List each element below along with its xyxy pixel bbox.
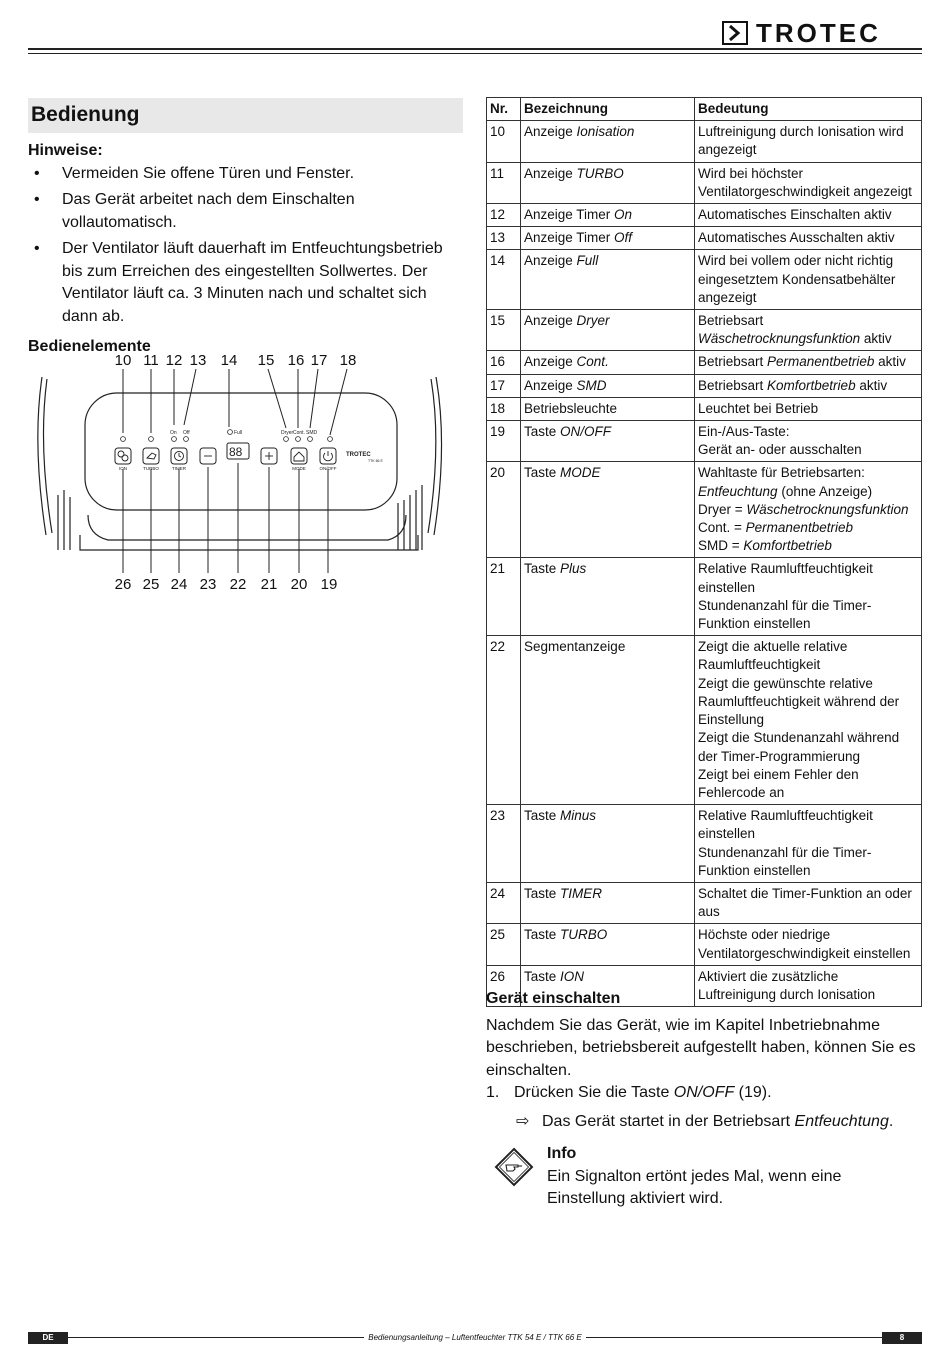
cell-meaning: [695, 227, 922, 250]
power-on-section: [486, 988, 922, 1133]
table-row: [487, 924, 922, 965]
callout-number: 12: [165, 352, 183, 369]
trotec-logo: [722, 19, 881, 47]
cell-name-emphasis: Cont.: [576, 354, 609, 370]
table-row: [487, 558, 922, 636]
timer-label: TIMER: [172, 466, 186, 471]
callout-number: 19: [320, 576, 338, 593]
table-row: [487, 351, 922, 374]
cell-name-text: Taste: [524, 465, 561, 481]
cell-meaning-text: Wird bei vollem oder nicht richtig eingesetztem Kondensatbehälter angezeigt: [698, 253, 896, 305]
cell-meaning: [695, 250, 922, 310]
cell-name-text: Anzeige: [524, 313, 577, 329]
cell-meaning-text: Cont. =: [698, 520, 746, 536]
bullet-icon: •: [34, 240, 40, 257]
cell-name: [521, 882, 695, 923]
cell-meaning-text: Betriebsart: [698, 377, 768, 393]
cell-name-text: Anzeige Timer: [524, 207, 615, 223]
table-header-row: [487, 98, 922, 121]
cell-nr: 12: [487, 204, 521, 227]
cell-name-text: Anzeige: [524, 354, 577, 370]
cell-nr: 19: [487, 421, 521, 462]
callout-number: 11: [143, 352, 159, 369]
cell-meaning-text: Gerät an- oder ausschalten: [698, 442, 862, 458]
note-text: Vermeiden Sie offene Türen und Fenster.: [62, 164, 355, 182]
table-row: [487, 421, 922, 462]
cell-name: [521, 351, 695, 374]
step-number: 1.: [486, 1084, 500, 1101]
callout-number: 10: [114, 352, 132, 369]
cell-meaning-text: Relative Raumluftfeuchtigkeit einstellen: [698, 561, 873, 595]
table-row: [487, 310, 922, 351]
cell-name-text: Anzeige Timer: [524, 230, 615, 246]
notes-block: [28, 140, 463, 359]
result-text-pre: Das Gerät startet in der Betriebsart: [542, 1112, 795, 1130]
cell-name: [521, 204, 695, 227]
callout-number: 24: [170, 576, 188, 593]
page-number: 8: [882, 1332, 922, 1344]
onoff-label: ON/OFF: [319, 466, 337, 471]
cell-name-text: Taste: [524, 561, 561, 577]
cell-name-text: Betriebsleuchte: [524, 400, 618, 416]
column-header-nr: Nr.: [487, 98, 521, 121]
cell-meaning-text: Stundenanzahl für die Timer-Funktion einstellen: [698, 597, 872, 632]
cell-name-text: Taste: [524, 968, 561, 984]
list-item: [28, 238, 463, 328]
cell-nr: 26: [487, 965, 521, 1006]
callout-number: 15: [257, 352, 275, 369]
notes-list: [28, 163, 463, 329]
power-on-intro: Nachdem Sie das Gerät, wie im Kapitel Inbetriebnahme beschrieben, betriebsbereit aufgestellt haben, können Sie es einschalten.: [486, 1016, 916, 1079]
cell-meaning-text: aktiv: [855, 377, 888, 393]
cell-nr: 15: [487, 310, 521, 351]
callout-number: 17: [310, 352, 328, 369]
cell-name: [521, 162, 695, 203]
page-footer: [28, 1332, 922, 1344]
cell-name-text: Anzeige: [524, 124, 577, 140]
controls-table: [486, 97, 922, 1007]
info-title: Info: [547, 1145, 577, 1162]
callout-number: 14: [220, 352, 238, 369]
cell-nr: 22: [487, 636, 521, 805]
callout-number: 13: [189, 352, 207, 369]
table-row: [487, 121, 922, 162]
cell-nr: 16: [487, 351, 521, 374]
cell-meaning-text: Zeigt die gewünschte relative Raumluftfeuchtigkeit während der Einstellung: [698, 675, 900, 728]
cell-meaning-text: Permanentbetrieb: [767, 354, 875, 370]
cell-name: [521, 227, 695, 250]
cell-name-emphasis: ION: [560, 968, 585, 984]
cell-name: [521, 805, 695, 883]
cell-name-text: Anzeige: [524, 253, 577, 269]
cell-meaning: [695, 204, 922, 227]
cell-meaning-text: aktiv: [860, 331, 892, 347]
cell-name: [521, 121, 695, 162]
header-rule: [28, 48, 922, 50]
turbo-button: [143, 448, 159, 464]
cell-meaning-text: Zeigt bei einem Fehler den Fehlercode an: [698, 766, 859, 800]
column-header-name: Bezeichnung: [521, 98, 695, 121]
led-label-smd: SMD: [306, 430, 318, 436]
cell-name-text: Taste: [524, 927, 561, 943]
brand-name: TROTEC: [756, 18, 881, 48]
cell-meaning-text: Automatisches Ausschalten aktiv: [698, 230, 895, 246]
cell-name: [521, 558, 695, 636]
cell-nr: 25: [487, 924, 521, 965]
info-text: Ein Signalton ertönt jedes Mal, wenn eine Einstellung aktiviert wird.: [547, 1167, 842, 1207]
callout-number: 22: [229, 576, 247, 593]
cell-name: [521, 924, 695, 965]
cell-meaning-text: Komfortbetrieb: [743, 538, 832, 554]
cell-meaning-text: Wird bei höchster Ventilatorgeschwindigkeit angezeigt: [698, 165, 912, 199]
cell-name-emphasis: TURBO: [576, 165, 624, 181]
cell-meaning-text: Wäschetrocknungsfunktion: [698, 331, 861, 347]
cell-nr: 14: [487, 250, 521, 310]
cell-name-emphasis: SMD: [576, 377, 607, 393]
cell-meaning-text: Dryer =: [698, 501, 747, 517]
led-label-on: On: [170, 430, 177, 436]
cell-nr: 13: [487, 227, 521, 250]
bullet-icon: •: [34, 191, 40, 208]
cell-name-emphasis: Plus: [560, 561, 587, 577]
cell-name-emphasis: Dryer: [576, 313, 610, 329]
panel-brand: TROTEC: [346, 452, 371, 458]
cell-name-text: Taste: [524, 424, 561, 440]
cell-name: [521, 421, 695, 462]
cell-meaning-text: Stundenanzahl für die Timer-Funktion einstellen: [698, 844, 872, 878]
cell-meaning: [695, 636, 922, 805]
header-rule-thin: [28, 53, 922, 54]
callout-number: 21: [260, 576, 278, 593]
cell-meaning-text: Wäschetrocknungsfunktion: [746, 501, 909, 517]
cell-meaning-text: Zeigt die Stundenanzahl während der Timer-Programmierung: [698, 730, 900, 764]
result-text-mode: Entfeuchtung: [794, 1112, 889, 1130]
cell-nr: 11: [487, 162, 521, 203]
callout-number: 18: [339, 352, 357, 369]
cell-name-emphasis: Off: [614, 230, 633, 246]
table-row: [487, 374, 922, 397]
cell-name-emphasis: TIMER: [560, 885, 603, 901]
cell-nr: 17: [487, 374, 521, 397]
cell-nr: 20: [487, 462, 521, 558]
cell-meaning-text: Relative Raumluftfeuchtigkeit einstellen: [698, 808, 873, 842]
table-row: [487, 882, 922, 923]
led-label-full: Full: [234, 430, 243, 436]
panel-model: TTK 66 E: [368, 459, 383, 463]
cell-name: [521, 397, 695, 420]
cell-meaning-text: Ein-/Aus-Taste:: [698, 424, 790, 440]
logo-chevron-icon: [722, 21, 748, 45]
cell-meaning-text: Schaltet die Timer-Funktion an oder aus: [698, 885, 912, 920]
notes-heading: Hinweise:: [28, 142, 103, 159]
step-item: [486, 1082, 922, 1105]
cell-nr: 18: [487, 397, 521, 420]
list-item: [28, 189, 463, 234]
cell-name-text: Anzeige: [524, 377, 577, 393]
cell-name: [521, 250, 695, 310]
cell-name: [521, 374, 695, 397]
cell-meaning-text: Permanentbetrieb: [745, 520, 853, 536]
cell-meaning-text: Entfeuchtung: [698, 483, 778, 499]
note-text: Das Gerät arbeitet nach dem Einschalten vollautomatisch.: [62, 191, 355, 231]
table-row: [487, 805, 922, 883]
cell-meaning: [695, 924, 922, 965]
cell-meaning: [695, 310, 922, 351]
cell-meaning: [695, 351, 922, 374]
cell-nr: 23: [487, 805, 521, 883]
cell-meaning: [695, 882, 922, 923]
cell-meaning-text: Luftreinigung durch Ionisation wird angezeigt: [698, 124, 904, 158]
section-title: Bedienung: [31, 103, 140, 126]
table-row: [487, 462, 922, 558]
callout-number: 23: [199, 576, 217, 593]
cell-name-emphasis: MODE: [560, 465, 601, 481]
cell-meaning: [695, 162, 922, 203]
cell-meaning: [695, 397, 922, 420]
cell-meaning-text: Wahltaste für Betriebsarten:: [698, 465, 865, 481]
step-text-pre: Drücken Sie die Taste: [514, 1084, 674, 1101]
cell-meaning: [695, 374, 922, 397]
step-text-post: (19).: [734, 1084, 772, 1101]
table-row: [487, 162, 922, 203]
cell-name-emphasis: ON/OFF: [560, 424, 612, 440]
callout-number: 25: [142, 576, 160, 593]
table-row: [487, 204, 922, 227]
cell-nr: 24: [487, 882, 521, 923]
mode-label: MODE: [292, 466, 306, 471]
controls-heading: Bedienelemente: [28, 338, 151, 355]
list-item: [28, 163, 463, 186]
cell-name-text: Anzeige: [524, 165, 577, 181]
note-text: Der Ventilator läuft dauerhaft im Entfeuchtungsbetrieb bis zum Erreichen des eingestellten Sollwertes. Der Ventilator läuft ca. 3 Minuten nach und schaltet sich dann ab.: [62, 240, 443, 325]
step-text-key: ON/OFF: [673, 1084, 735, 1101]
power-on-heading: Gerät einschalten: [486, 990, 621, 1007]
cell-nr: 10: [487, 121, 521, 162]
table-row: [487, 636, 922, 805]
led-label-dryer: Dryer: [281, 430, 294, 436]
cell-meaning-text: Betriebsart: [698, 354, 768, 370]
footer-title-wrap: [28, 1332, 922, 1344]
table-row: [487, 250, 922, 310]
step-result: [486, 1111, 922, 1134]
cell-name-emphasis: On: [614, 207, 633, 223]
cell-meaning-text: Komfortbetrieb: [767, 377, 856, 393]
result-text-post: .: [888, 1112, 894, 1130]
cell-meaning-text: Automatisches Einschalten aktiv: [698, 207, 892, 223]
mode-button: [291, 448, 307, 464]
control-panel-diagram: [28, 345, 468, 605]
cell-meaning-text: Aktiviert die zusätzliche Luftreinigung durch Ionisation: [698, 968, 876, 1002]
footer-title: Bedienungsanleitung – Luftentfeuchter TTK 54 E / TTK 66 E: [364, 1333, 585, 1342]
cell-name: [521, 310, 695, 351]
cell-meaning: [695, 121, 922, 162]
cell-meaning-text: SMD =: [698, 538, 744, 554]
cell-name-text: Taste: [524, 885, 561, 901]
cell-name-text: Taste: [524, 808, 561, 824]
cell-name-emphasis: Full: [576, 253, 599, 269]
table-row: [487, 227, 922, 250]
led-label-off: Off: [183, 430, 190, 436]
led-label-cont: Cont.: [293, 430, 305, 436]
cell-meaning-text: (ohne Anzeige): [777, 483, 873, 499]
cell-name: [521, 462, 695, 558]
cell-meaning-text: Leuchtet bei Betrieb: [698, 400, 819, 416]
bullet-icon: •: [34, 164, 40, 182]
cell-meaning: [695, 558, 922, 636]
cell-meaning-text: Zeigt die aktuelle relative Raumluftfeuchtigkeit: [698, 639, 848, 673]
cell-name-emphasis: TURBO: [560, 927, 608, 943]
ion-label: ION: [118, 466, 128, 471]
footer-language: DE: [28, 1332, 68, 1344]
segment-display-value: 88: [229, 445, 243, 459]
cell-meaning-text: aktiv: [874, 354, 906, 370]
pointing-hand-icon: [494, 1147, 534, 1192]
cell-name-text: Segmentanzeige: [524, 639, 626, 655]
cell-name-emphasis: Minus: [560, 808, 597, 824]
cell-meaning-text: Betriebsart: [698, 313, 764, 329]
cell-meaning: [695, 421, 922, 462]
turbo-label: TURBO: [143, 466, 159, 471]
cell-name: [521, 636, 695, 805]
table-row: [487, 397, 922, 420]
cell-name-emphasis: Ionisation: [576, 124, 635, 140]
cell-meaning: [695, 805, 922, 883]
column-header-meaning: Bedeutung: [695, 98, 922, 121]
callout-number: 16: [287, 352, 305, 369]
cell-meaning: [695, 462, 922, 558]
result-arrow-icon: ⇨: [516, 1112, 530, 1130]
cell-nr: 21: [487, 558, 521, 636]
callout-number: 26: [114, 576, 132, 593]
cell-meaning-text: Höchste oder niedrige Ventilatorgeschwindigkeit einstellen: [698, 927, 911, 961]
callout-number: 20: [290, 576, 308, 593]
